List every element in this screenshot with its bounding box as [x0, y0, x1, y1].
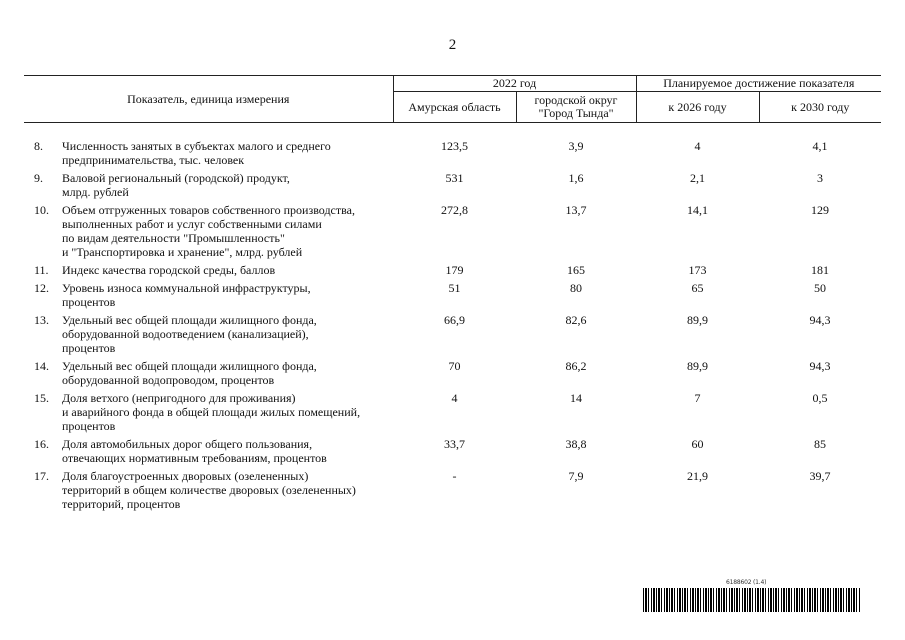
- indicators-table-wrapper: [24, 75, 881, 511]
- table-row: [24, 391, 881, 437]
- table-header: [24, 76, 881, 123]
- table-row: [24, 281, 881, 313]
- indicators-table: [24, 75, 881, 511]
- value-amur-region: -: [452, 469, 457, 483]
- value-tynda-city: 38,8: [565, 437, 587, 451]
- indicator-cell: [24, 263, 393, 281]
- row-number: 13.: [34, 313, 49, 327]
- indicator-name: Доля благоустроенных дворовых (озелененных) территорий в общем количестве дворовых (озелененных) территорий, процентов: [62, 469, 356, 511]
- row-number: 16.: [34, 437, 49, 451]
- row-number: 12.: [34, 281, 49, 295]
- table-row: [24, 171, 881, 203]
- header-col-city: городской округ "Город Тында": [516, 92, 636, 123]
- indicator-name: Уровень износа коммунальной инфраструктуры, процентов: [62, 281, 311, 309]
- row-number: 14.: [34, 359, 49, 373]
- value-plan-2026: 65: [691, 281, 704, 295]
- value-plan-2030: 85: [814, 437, 827, 451]
- indicator-name: Индекс качества городской среды, баллов: [62, 263, 276, 277]
- value-plan-2026: 14,1: [687, 203, 709, 217]
- value-tynda-city: 1,6: [568, 171, 584, 185]
- indicator-cell: [24, 313, 393, 359]
- value-plan-2026: 60: [691, 437, 704, 451]
- barcode-caption: 6188602 (1.4): [726, 579, 767, 586]
- indicator-cell: [24, 171, 393, 203]
- value-plan-2030: 94,3: [809, 359, 831, 373]
- indicator-name: Объем отгруженных товаров собственного производства, выполненных работ и услуг собственными силами по видам деятельности "Промышленность" и "Транспортировка и хранение", млрд. рублей: [62, 203, 355, 259]
- indicator-name: Валовой региональный (городской) продукт, млрд. рублей: [62, 171, 290, 199]
- value-plan-2026: 2,1: [690, 171, 706, 185]
- value-plan-2030: 3: [817, 171, 824, 185]
- table-row: [24, 139, 881, 171]
- value-tynda-city: 86,2: [565, 359, 587, 373]
- row-number: 11.: [34, 263, 49, 277]
- value-amur-region: 51: [448, 281, 461, 295]
- indicator-cell: [24, 139, 393, 171]
- value-tynda-city: 80: [570, 281, 582, 295]
- value-tynda-city: 3,9: [568, 139, 584, 153]
- value-tynda-city: 82,6: [565, 313, 587, 327]
- indicator-cell: [24, 203, 393, 263]
- indicator-cell: [24, 359, 393, 391]
- indicator-cell: [24, 391, 393, 437]
- value-plan-2030: 129: [811, 203, 830, 217]
- indicator-name: Удельный вес общей площади жилищного фонда, оборудованной водоотведением (канализацией), процентов: [62, 313, 317, 355]
- value-amur-region: 70: [448, 359, 461, 373]
- header-col-region: Амурская область: [393, 92, 516, 123]
- value-amur-region: 33,7: [444, 437, 465, 451]
- value-plan-2030: 181: [811, 263, 830, 277]
- header-col-2030: к 2030 году: [759, 92, 881, 123]
- value-plan-2030: 0,5: [812, 391, 828, 405]
- value-amur-region: 272,8: [441, 203, 468, 217]
- header-indicator: Показатель, единица измерения: [24, 76, 393, 123]
- table-row: [24, 359, 881, 391]
- table-row: [24, 437, 881, 469]
- table-row: [24, 263, 881, 281]
- value-amur-region: 531: [445, 171, 464, 185]
- value-tynda-city: 165: [567, 263, 585, 277]
- page-number: 2: [448, 37, 457, 53]
- value-plan-2026: 89,9: [687, 313, 709, 327]
- value-amur-region: 66,9: [444, 313, 465, 327]
- value-amur-region: 123,5: [441, 139, 468, 153]
- row-number: 17.: [34, 469, 49, 483]
- value-tynda-city: 7,9: [568, 469, 584, 483]
- value-plan-2026: 21,9: [687, 469, 709, 483]
- header-col-2026: к 2026 году: [636, 92, 759, 123]
- value-amur-region: 4: [451, 391, 458, 405]
- indicator-cell: [24, 469, 393, 511]
- header-plan-group: Планируемое достижение показателя: [636, 76, 881, 92]
- value-plan-2026: 173: [688, 263, 707, 277]
- row-number: 8.: [34, 139, 43, 153]
- indicator-name: Численность занятых в субъектах малого и среднего предпринимательства, тыс. человек: [62, 139, 331, 167]
- row-number: 10.: [34, 203, 49, 217]
- barcode-icon: [643, 588, 861, 612]
- indicator-name: Удельный вес общей площади жилищного фонда, оборудованной водопроводом, процентов: [62, 359, 317, 387]
- indicator-name: Доля автомобильных дорог общего пользования, отвечающих нормативным требованиям, процентов: [62, 437, 327, 465]
- value-tynda-city: 13,7: [565, 203, 587, 217]
- table-row: [24, 203, 881, 263]
- table-row: [24, 313, 881, 359]
- value-plan-2026: 4: [694, 139, 701, 153]
- header-year-group: 2022 год: [393, 76, 636, 92]
- indicator-cell: [24, 437, 393, 469]
- value-tynda-city: 14: [570, 391, 582, 405]
- table-row: [24, 469, 881, 511]
- value-plan-2030: 4,1: [812, 139, 828, 153]
- value-plan-2030: 50: [814, 281, 827, 295]
- value-amur-region: 179: [445, 263, 464, 277]
- value-plan-2026: 7: [694, 391, 701, 405]
- row-number: 15.: [34, 391, 49, 405]
- value-plan-2026: 89,9: [687, 359, 709, 373]
- indicator-name: Доля ветхого (непригодного для проживания) и аварийного фонда в общей площади жилых помещений, процентов: [62, 391, 361, 433]
- value-plan-2030: 94,3: [809, 313, 831, 327]
- indicator-cell: [24, 281, 393, 313]
- table-body: [24, 123, 881, 512]
- row-number: 9.: [34, 171, 43, 185]
- value-plan-2030: 39,7: [809, 469, 831, 483]
